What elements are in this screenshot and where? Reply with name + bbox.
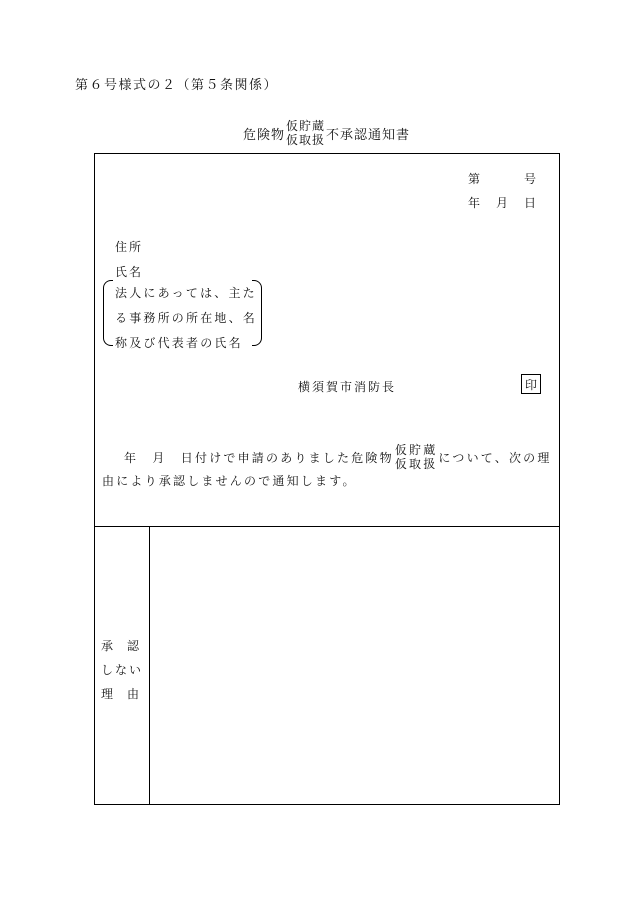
notice-choice-handling: 仮取扱 (394, 457, 438, 471)
title-prefix: 危険物 (243, 127, 286, 143)
note-bracket-left (103, 280, 113, 346)
corporate-note-line-1: 法人にあっては、主た (115, 286, 257, 300)
notice-stacked-choice (395, 443, 438, 471)
title-choice-handling: 仮取扱 (286, 133, 326, 147)
title-choice-storage: 仮貯蔵 (286, 119, 326, 133)
corporate-note-line-2: る事務所の所在地、名 (115, 311, 258, 325)
name-label: 氏名 (115, 265, 144, 279)
document-number-field: 第 号 (468, 172, 539, 186)
reason-label-line-3: 理由 (101, 687, 154, 701)
notice-prefix: 年 月 日付けで申請のありました危険物 (124, 450, 394, 465)
section-divider (94, 526, 560, 527)
notice-line-2: 由により承認しませんので通知します。 (102, 474, 357, 488)
corporate-note (115, 281, 257, 356)
notice-line-1 (124, 442, 552, 472)
document-title (243, 118, 410, 148)
corporate-note-line-3: 称及び代表者の氏名 (115, 336, 243, 350)
reason-label-line-1: 承認 (101, 639, 154, 653)
notice-choice-storage: 仮貯蔵 (394, 443, 438, 457)
reason-label-line-2: しない (101, 663, 144, 677)
seal-mark: 印 (521, 374, 541, 394)
notice-suffix: について、次の理 (438, 450, 552, 465)
title-stacked-choice (286, 119, 325, 147)
document-date-field: 年 月 日 (468, 196, 539, 210)
title-suffix: 不承認通知書 (326, 127, 411, 143)
address-label: 住所 (115, 240, 144, 254)
reason-column-divider (149, 527, 150, 805)
form-number: 第６号様式の２（第５条関係） (75, 78, 279, 93)
issuer-title: 横須賀市消防長 (298, 380, 397, 394)
